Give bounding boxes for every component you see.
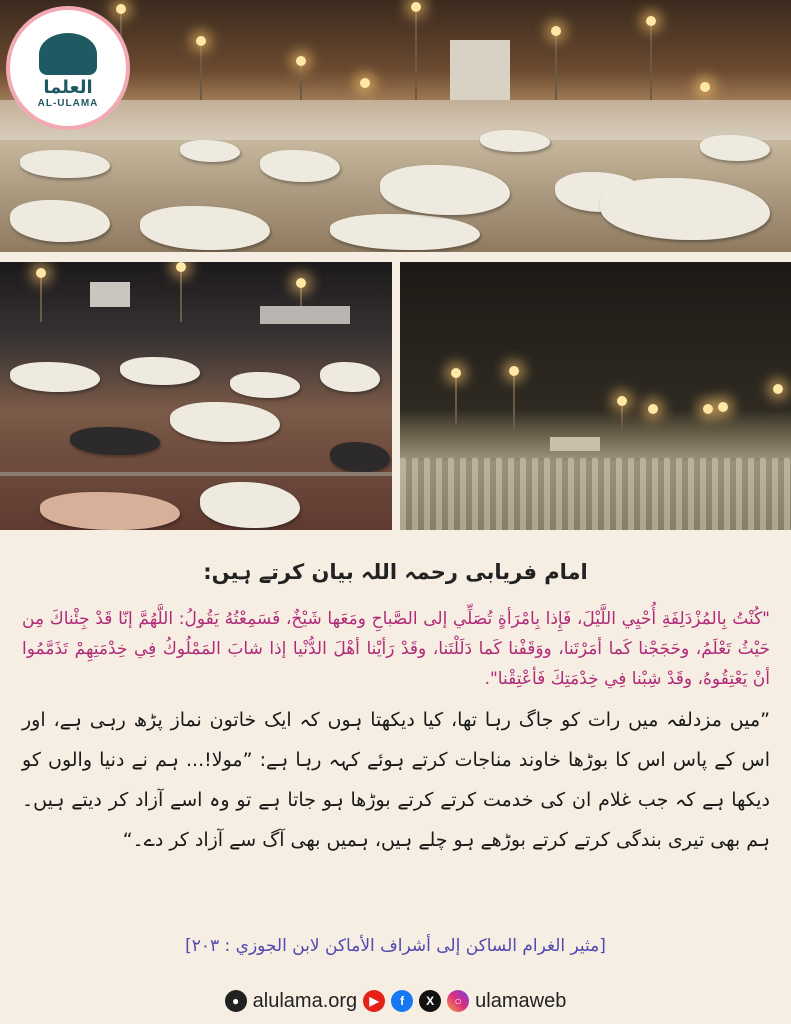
instagram-icon[interactable]: ○ bbox=[447, 990, 469, 1012]
mosque-dome-icon bbox=[39, 33, 97, 75]
facebook-icon[interactable]: f bbox=[391, 990, 413, 1012]
al-ulama-logo bbox=[6, 6, 130, 130]
globe-icon[interactable]: ● bbox=[225, 990, 247, 1012]
photo-bottom-left-pilgrims-resting bbox=[0, 262, 392, 530]
website-link[interactable]: alulama.org bbox=[252, 989, 358, 1012]
x-icon[interactable]: X bbox=[419, 990, 441, 1012]
page-heading: امام فریابی رحمہ اللہ بیان کرتے ہیں: bbox=[203, 560, 588, 584]
youtube-icon[interactable]: ▶ bbox=[363, 990, 385, 1012]
logo-arabic-wordmark: العلما bbox=[43, 77, 93, 98]
photo-bottom-right-pilgrims-field bbox=[400, 262, 791, 530]
social-handle[interactable]: ulamaweb bbox=[475, 989, 567, 1012]
urdu-translation: ”میں مزدلفہ میں رات کو جاگ رہا تھا، کیا دیکھتا ہوں کہ ایک خاتون نماز پڑھ رہی ہے، اور اس کے پاس اس کا بوڑھا خاوند مناجات کرتے ہوئے کہہ رہا ہے: ”مولا!... ہم نے دنیا والوں کو دیکھا ہے کہ جب غلام ان کی خدمت کرتے کرتے بوڑھا ہو جاتا ہے تو وہ اسے آزاد کر دیتے ہیں۔ ہم بھی تیری بندگی کرتے کرتے بوڑھے ہو چلے ہیں، ہمیں بھی آگ سے آزاد کر دے۔“ bbox=[22, 709, 770, 851]
source-reference: [مثير الغرام الساكن إلى أشراف الأماكن لابن الجوزي : ٢٠٣] bbox=[185, 936, 606, 956]
footer-social-bar bbox=[0, 985, 791, 1017]
logo-latin-wordmark: AL-ULAMA bbox=[37, 98, 99, 109]
arabic-quote: "كُنْتُ بِالمُزْدَلِفَةِ أُحْيِي اللَّيْلَ، فَإِذا بِامْرَأةٍ تُصَلِّي إلى الصَّباحِ ومَعَها شَيْخٌ، فَسَمِعْتُهُ يَقُولُ: اللَّهُمَّ إنّا قَدْ جِئْناكَ مِن حَيْثُ تَعْلَمُ، وحَجَجْنا كَما أمَرْتَنا، ووَقَفْنا كَما دَلَلْتَنا، وقَدْ رَأيْنا أهْلَ الدُّنْيا إذا شابَ المَمْلُوكُ فِي خِدْمَتِهِمْ تَذَمَّمُوا أنْ يَعْتِقُوهُ، وقَدْ شِبْنا فِي خِدْمَتِكَ فَأعْتِقْنا". bbox=[22, 609, 770, 689]
